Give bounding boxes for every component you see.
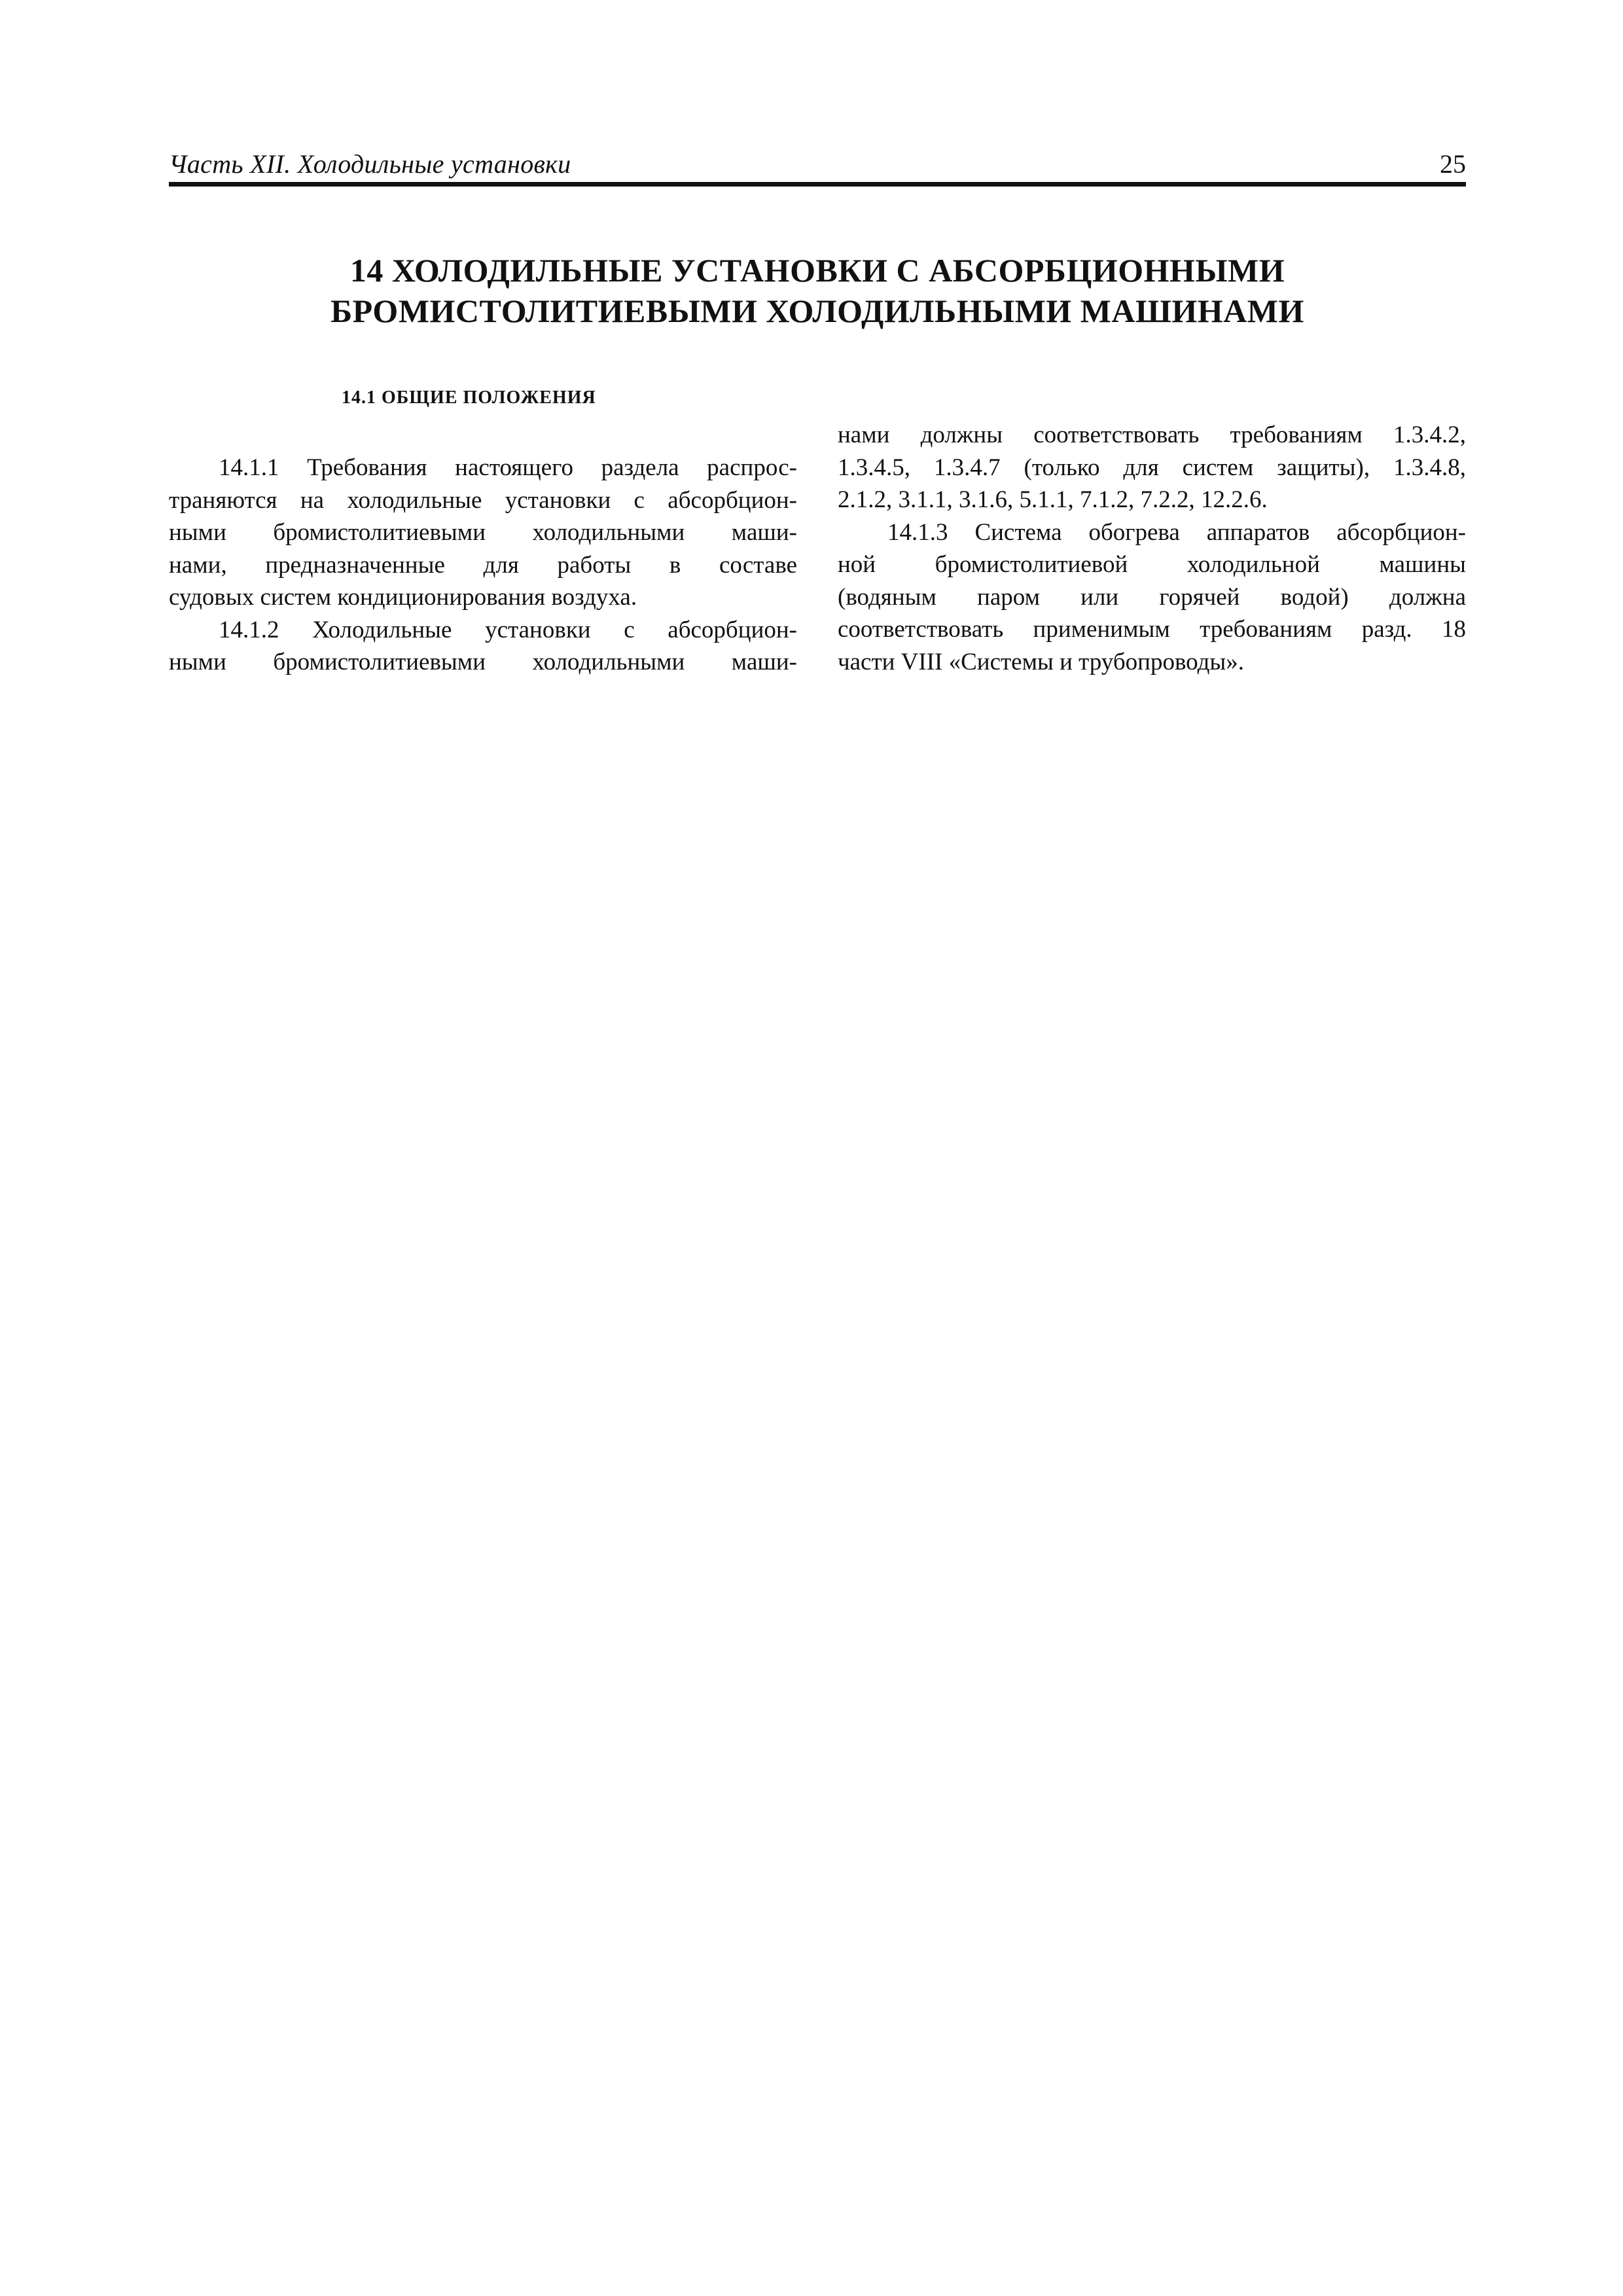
chapter-title-line-1: 14 ХОЛОДИЛЬНЫЕ УСТАНОВКИ С АБСОРБЦИОННЫМИ [349,252,1285,289]
text-line: (водяным паром или горячей водой) должна [838,583,1466,611]
text-line: нами должны соответствовать требованиям 1.3.4.2, [838,422,1466,448]
text-line: судовых систем кондиционирования воздуха. [169,584,637,611]
right-text-column [838,419,1466,678]
text-line: 1.3.4.5, 1.3.4.7 (только для систем защиты), 1.3.4.8, [838,454,1466,481]
text-line: ной бромистолитиевой холодильной машины [838,551,1466,578]
text-line: 2.1.2, 3.1.1, 3.1.6, 5.1.1, 7.1.2, 7.2.2, 12.2.6. [838,486,1268,513]
text-line: части VIII «Системы и трубопроводы». [838,648,1245,675]
section-title: 14.1 ОБЩИЕ ПОЛОЖЕНИЯ [342,387,596,408]
text-line: нами, предназначенные для работы в составе [169,551,797,579]
text-line: траняются на холодильные установки с абсорбцион- [169,486,797,514]
chapter-title [169,250,1466,331]
left-text-column [169,452,797,679]
text-line: 14.1.2 Холодильные установки с абсорбцион- [219,616,797,643]
header-title: Часть XII. Холодильные установки [169,149,571,179]
text-line: 14.1.3 Система обогрева аппаратов абсорбцион- [887,518,1466,546]
running-header [169,145,1466,187]
text-line: ными бромистолитиевыми холодильными маши- [169,649,797,675]
text-line: 14.1.1 Требования настоящего раздела распрос- [219,454,797,481]
page-number: 25 [1440,149,1466,179]
text-line: соответствовать применимым требованиям разд. 18 [838,616,1466,643]
text-line: ными бромистолитиевыми холодильными маши- [169,519,797,546]
chapter-title-line-2: БРОМИСТОЛИТИЕВЫМИ ХОЛОДИЛЬНЫМИ МАШИНАМИ [330,293,1304,329]
